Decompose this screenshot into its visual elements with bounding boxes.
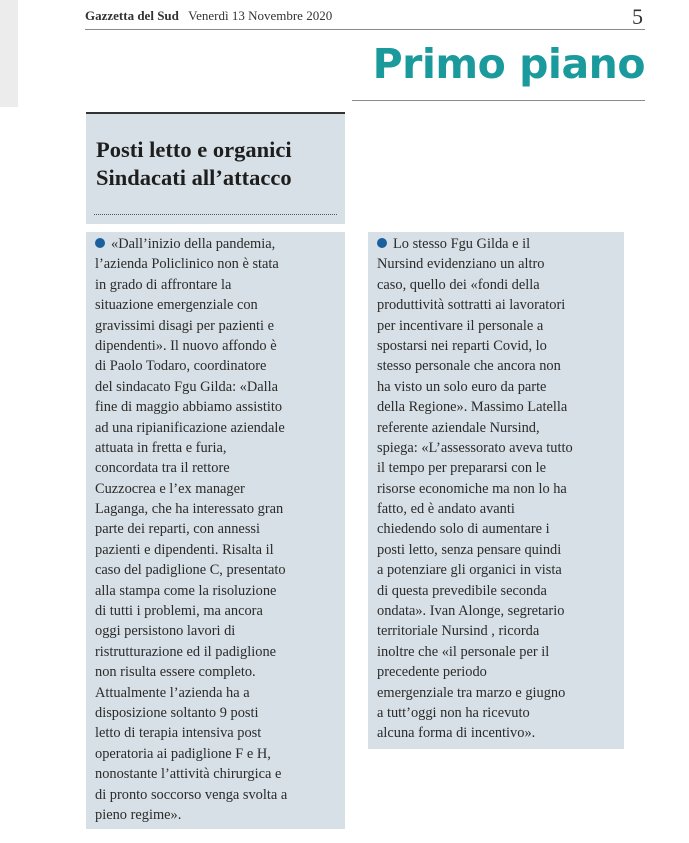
text-line-content: alcuna forma di incentivo». [377,725,536,742]
text-line [95,703,337,723]
text-line-content: spostarsi nei reparti Covid, lo [377,337,547,354]
article-column-1 [86,232,345,829]
text-line [95,581,337,601]
text-line-content: per incentivare il personale a [377,317,544,334]
text-line-content: stesso personale che ancora non [377,358,561,375]
text-line [377,601,616,621]
page-number: 5 [632,4,643,29]
text-line-content: chiedendo solo di aumentare i [377,521,550,538]
text-line-content: a tutt’oggi non ha ricevuto [377,704,530,721]
headline-box [86,112,345,224]
text-line [377,642,616,662]
text-line [95,662,337,682]
text-line [95,744,337,764]
text-line-content: ondata». Ivan Alonge, segretario [377,603,565,620]
text-line-content: posti letto, senza pensare quindi [377,541,562,558]
text-line [377,234,616,254]
text-line [377,356,616,376]
text-line-content: dipendenti». Il nuovo affondo è [95,337,277,354]
text-line-content: pazienti e dipendenti. Risalta il [95,541,274,558]
text-line [95,458,337,478]
text-line-content: in grado di affrontare la [95,276,232,293]
text-line [95,479,337,499]
text-line [95,336,337,356]
text-line [95,418,337,438]
text-line-content: precedente periodo [377,664,487,681]
masthead [85,4,645,29]
text-line-content: a potenziare gli organici in vista [377,562,562,579]
text-line [377,540,616,560]
text-line-content: letto di terapia intensiva post [95,725,262,742]
text-line-content: di questa prevedibile seconda [377,582,547,599]
page-edge-shade [0,0,18,107]
text-line [95,785,337,805]
text-line [95,683,337,703]
text-line-content: il tempo per prepararsi con le [377,460,547,477]
text-line [377,519,616,539]
text-line [377,458,616,478]
text-line-content: fine di maggio abbiamo assistito [95,399,283,416]
text-line-content: parte dei reparti, con annessi [95,521,261,538]
text-line-content: attuata in fretta e furia, [95,439,227,456]
text-line-content: alla stampa come la risoluzione [95,582,277,599]
text-line-content: del sindacato Fgu Gilda: «Dalla [95,378,279,395]
text-line-content: fatto, ed è andato avanti [377,501,515,518]
text-line [377,703,616,723]
text-line-content: caso del padiglione C, presentato [95,562,286,579]
text-line-content: oggi persistono lavori di [95,623,236,640]
text-line [377,662,616,682]
dotted-divider [94,214,337,215]
bullet-icon [377,238,387,248]
text-line-content: di Paolo Todaro, coordinatore [95,358,267,375]
text-line-content: Lo stesso Fgu Gilda e il [393,236,531,252]
section-title: Primo piano [372,40,645,88]
text-line-content: disposizione soltanto 9 posti [95,704,259,721]
text-line-content: Laganga, che ha interessato gran [95,501,284,518]
text-line [377,418,616,438]
text-line-content: nonostante l’attività chirurgica e [95,766,282,783]
headline-line: Sindacati all’attacco [96,165,292,190]
text-line [95,621,337,641]
text-line-content: inoltre che «il personale per il [377,643,550,660]
text-line-content: della Regione». Massimo Latella [377,399,568,416]
text-line-content: l’azienda Policlinico non è stata [95,256,279,273]
text-line-content: ristrutturazione ed il padiglione [95,643,277,660]
text-line-content: situazione emergenziale con [95,297,258,314]
text-line-content: pieno regime». [95,806,182,823]
section-rule [352,100,645,101]
text-line-content: non risulta essere completo. [95,664,256,681]
text-line [95,560,337,580]
text-line-content: ha visto un solo euro da parte [377,378,547,395]
text-line [95,764,337,784]
text-line-content: di tutti i problemi, ma ancora [95,603,263,620]
text-line [95,601,337,621]
bullet-icon [95,238,105,248]
masthead-rule [85,29,645,30]
text-line [95,397,337,417]
text-line-content: territoriale Nursind , ricorda [377,623,540,640]
text-line [95,254,337,274]
text-line [377,560,616,580]
newspaper-name: Gazzetta del Sud [85,8,179,23]
text-line-content: ad una ripianificazione aziendale [95,419,285,436]
article-column-2 [368,232,624,749]
text-line [377,377,616,397]
text-line-content: risorse economiche ma non lo ha [377,480,567,497]
headline [96,136,341,192]
text-line [95,805,337,825]
text-line [377,254,616,274]
text-line-content: concordata tra il rettore [95,460,230,477]
text-line [95,642,337,662]
text-line [95,723,337,743]
headline-line: Posti letto e organici [96,137,292,162]
text-line-content: emergenziale tra marzo e giugno [377,684,566,701]
text-line-content: di pronto soccorso venga svolta a [95,786,288,803]
text-line-content: Nursind evidenziano un altro [377,256,545,273]
text-line [95,519,337,539]
text-line [377,438,616,458]
text-line [95,275,337,295]
text-line [377,621,616,641]
text-line [377,479,616,499]
text-line-content: operatoria ai padiglione F e H, [95,745,271,762]
text-line [95,377,337,397]
issue-date: Venerdì 13 Novembre 2020 [188,8,333,23]
text-line [377,397,616,417]
text-line-content: Cuzzocrea e l’ex manager [95,480,245,497]
text-line [377,275,616,295]
text-line [95,234,337,254]
text-line [95,438,337,458]
text-line [377,295,616,315]
text-line [95,295,337,315]
text-line [377,581,616,601]
text-line-content: referente aziendale Nursind, [377,419,540,436]
text-line-content: caso, quello dei «fondi della [377,276,540,293]
text-line [377,683,616,703]
text-line [377,316,616,336]
text-line-content: gravissimi disagi per pazienti e [95,317,275,334]
text-line [377,723,616,743]
text-line [377,336,616,356]
text-line [95,356,337,376]
text-line-content: spiega: «L’assessorato aveva tutto [377,439,573,456]
text-line-content: «Dall’inizio della pandemia, [111,236,276,252]
text-line [95,540,337,560]
text-line [95,499,337,519]
text-line [95,316,337,336]
text-line-content: produttività sottratti ai lavoratori [377,297,566,314]
text-line-content: Attualmente l’azienda ha a [95,684,250,701]
text-line [377,499,616,519]
